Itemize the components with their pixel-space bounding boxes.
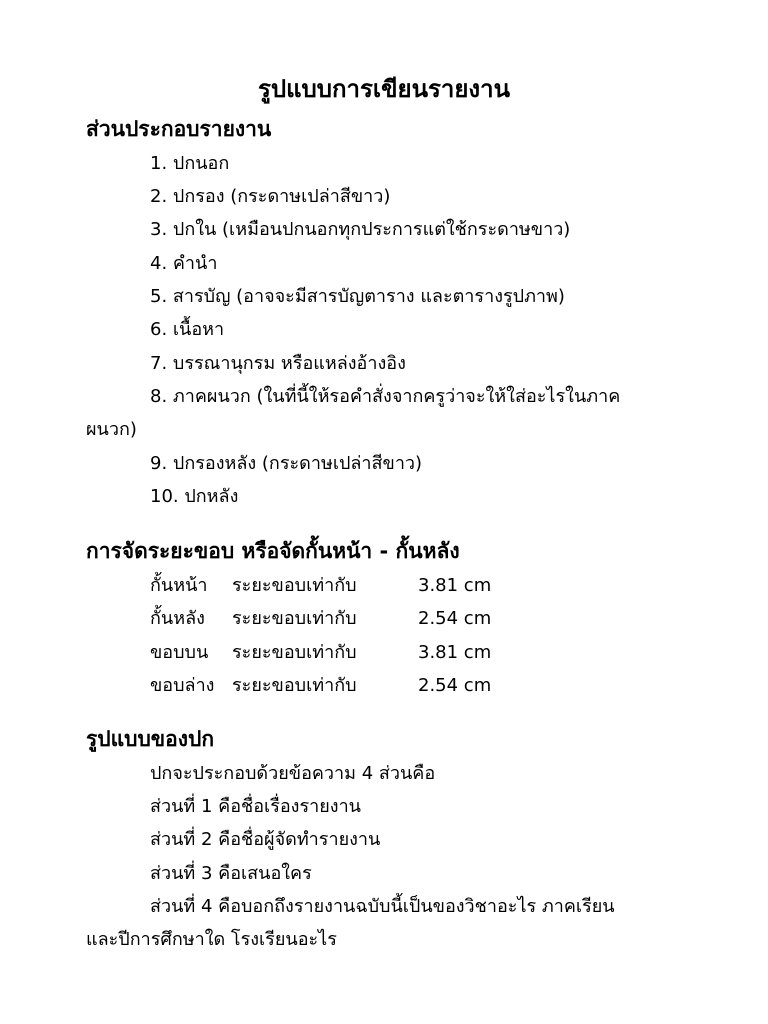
- margin-value: 3.81 cm: [418, 575, 492, 596]
- section-heading-components: ส่วนประกอบรายงาน: [86, 117, 272, 141]
- margin-name: กั้นหน้า: [150, 575, 208, 596]
- cover-line: ส่วนที่ 3 คือเสนอใคร: [150, 863, 312, 884]
- cover-line: ส่วนที่ 4 คือบอกถึงรายงานฉบับนี้เป็นของวิชาอะไร ภาคเรียน: [150, 896, 615, 917]
- margin-desc: ระยะขอบเท่ากับ: [232, 575, 357, 596]
- list-item: 8. ภาคผนวก (ในที่นี้ให้รอคำสั่งจากครูว่าจะให้ใส่อะไรในภาค: [150, 386, 621, 407]
- list-item: 6. เนื้อหา: [150, 319, 225, 340]
- cover-line: ส่วนที่ 1 คือชื่อเรื่องรายงาน: [150, 796, 361, 817]
- margin-name: ขอบบน: [150, 642, 209, 663]
- list-item: 2. ปกรอง (กระดาษเปล่าสีขาว): [150, 186, 391, 207]
- margin-value: 3.81 cm: [418, 642, 492, 663]
- list-item: 10. ปกหลัง: [150, 486, 239, 507]
- list-item: 3. ปกใน (เหมือนปกนอกทุกประการแต่ใช้กระดาษขาว): [150, 219, 571, 240]
- cover-line: ปกจะประกอบด้วยข้อความ 4 ส่วนคือ: [150, 763, 436, 784]
- list-item: 1. ปกนอก: [150, 153, 230, 174]
- cover-line: ส่วนที่ 2 คือชื่อผู้จัดทำรายงาน: [150, 829, 381, 850]
- list-item-continuation: ผนวก): [86, 419, 137, 440]
- list-item: 5. สารบัญ (อาจจะมีสารบัญตาราง และตารางรูปภาพ): [150, 286, 565, 307]
- list-item: 7. บรรณานุกรม หรือแหล่งอ้างอิง: [150, 353, 406, 374]
- margin-value: 2.54 cm: [418, 675, 492, 696]
- document-title: รูปแบบการเขียนรายงาน: [257, 75, 511, 103]
- margin-desc: ระยะขอบเท่ากับ: [232, 675, 357, 696]
- list-item: 4. คำนำ: [150, 253, 218, 274]
- list-item: 9. ปกรองหลัง (กระดาษเปล่าสีขาว): [150, 453, 423, 474]
- section-heading-margins: การจัดระยะขอบ หรือจัดกั้นหน้า - กั้นหลัง: [86, 539, 460, 563]
- margin-desc: ระยะขอบเท่ากับ: [232, 608, 357, 629]
- section-heading-cover: รูปแบบของปก: [86, 727, 215, 751]
- cover-line-continuation: และปีการศึกษาใด โรงเรียนอะไร: [86, 929, 337, 950]
- margin-name: กั้นหลัง: [150, 608, 205, 629]
- margin-value: 2.54 cm: [418, 608, 492, 629]
- margin-name: ขอบล่าง: [150, 675, 215, 696]
- margin-desc: ระยะขอบเท่ากับ: [232, 642, 357, 663]
